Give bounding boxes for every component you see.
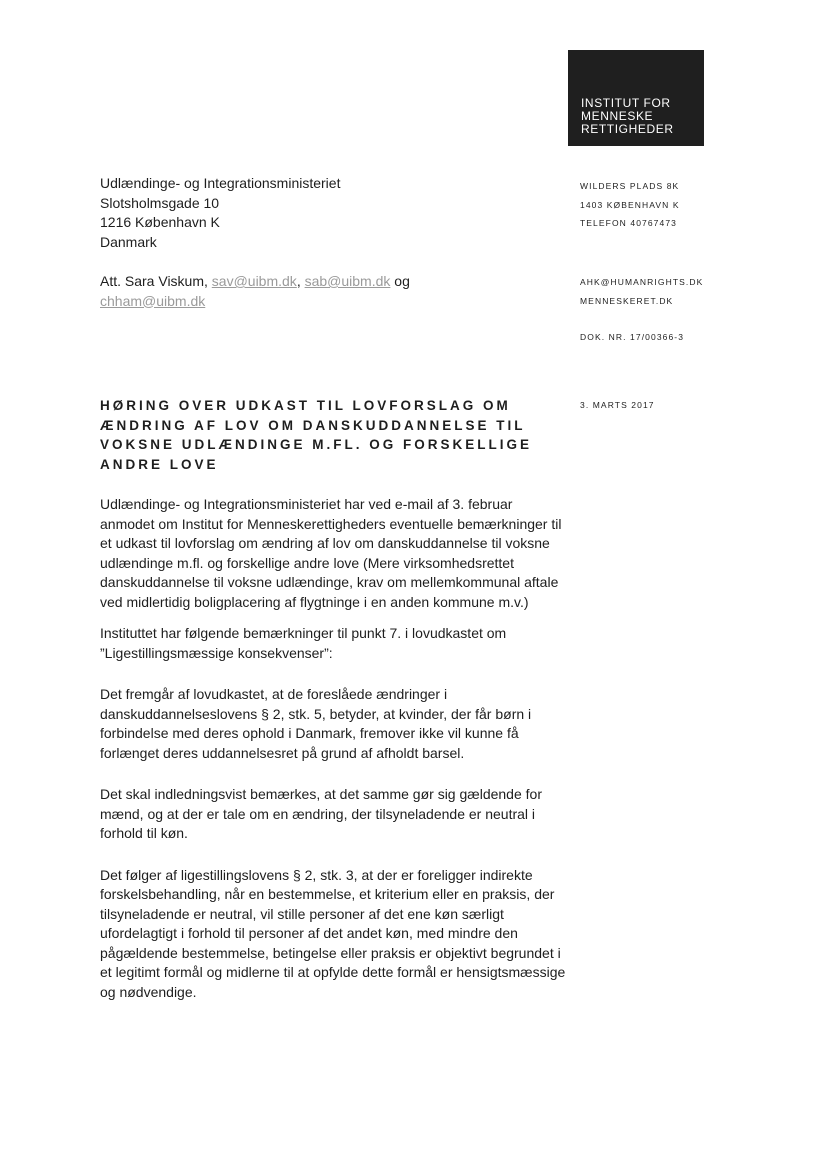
recipient-line-1: Udlændinge- og Integrationsministeriet <box>100 175 341 191</box>
recipient-line-2: Slotsholmsgade 10 <box>100 194 220 211</box>
attention-conjunction: og <box>390 273 410 289</box>
logo-line-3: RETTIGHEDER <box>581 122 674 136</box>
letter-title <box>100 396 540 474</box>
attention-separator: , <box>296 273 305 289</box>
title-line-3: VOKSNE UDLÆNDINGE M.FL. OG FORSKELLIGE <box>100 437 533 452</box>
logo-line-1: INSTITUT FOR <box>581 96 671 110</box>
body-paragraph-5: Det følger af ligestillingslovens § 2, stk. 3, at der er foreligger indirekte forskelsbehandling, når en bestemmelse, et kriterium eller en praksis, der tilsyneladende er neutral, vil stille personer af det ene køn særligt ufordelagtigt i forhold til personer af det andet køn, med mindre den pågældende bestemmelse, betingelse eller praksis er objektivt begrundet i et legitimt formål og midlerne til at opfylde dette formål er hensigtsmæssige og nødvendige. <box>100 866 566 1000</box>
sender-website[interactable]: MENNESKERET.DK <box>580 295 674 306</box>
title-line-2: ÆNDRING AF LOV OM DANSKUDDANNELSE TIL <box>100 417 526 433</box>
document-number: DOK. NR. 17/00366-3 <box>580 332 685 342</box>
recipient-line-3: 1216 København K <box>100 214 220 230</box>
email-link-sav[interactable]: sav@uibm.dk <box>211 273 297 289</box>
institute-logo <box>568 50 704 146</box>
attention-line <box>100 272 540 311</box>
email-link-sab[interactable]: sab@uibm.dk <box>304 273 391 289</box>
sender-contact <box>580 273 703 310</box>
letter-body <box>100 495 570 1002</box>
body-paragraph-3: Det fremgår af lovudkastet, at de foreslåede ændringer i danskuddannelseslovens § 2, stk. 5, betyder, at kvinder, der får børn i forbindelse med deres ophold i Danmark, fremover ikke vil kunne få forlænget deres uddannelsesret på grund af afholdt barsel. <box>100 686 532 761</box>
sender-address <box>580 177 680 233</box>
sender-address-line-1: WILDERS PLADS 8K <box>580 181 680 191</box>
sender-address-line-3: TELEFON 40767473 <box>580 218 677 228</box>
title-line-4: ANDRE LOVE <box>100 456 219 472</box>
body-paragraph-1: Udlændinge- og Integrationsministeriet har ved e-mail af 3. februar anmodet om Institut for Menneskerettigheders eventuelle bemærkninger til et udkast til lovforslag om ændring af lov om danskuddannelse til voksne udlændinge m.fl. og forskellige andre love (Mere virksomhedsrettet danskuddannelse til voksne udlændinge, krav om mellemkommunal aftale ved midlertidig boligplacering af flygtninge i en anden kommune m.v.) <box>100 496 562 610</box>
email-link-chham[interactable]: chham@uibm.dk <box>100 292 206 309</box>
sender-address-line-2: 1403 KØBENHAVN K <box>580 199 680 210</box>
logo-line-2: MENNESKE <box>581 109 654 123</box>
letter-date: 3. MARTS 2017 <box>580 400 655 410</box>
recipient-address <box>100 174 340 252</box>
body-paragraph-4: Det skal indledningsvist bemærkes, at det samme gør sig gældende for mænd, og at der er tale om en ændring, der tilsyneladende er neutral i forhold til køn. <box>100 786 542 841</box>
title-line-1: HØRING OVER UDKAST TIL LOVFORSLAG OM <box>100 398 511 413</box>
sender-email[interactable]: AHK@HUMANRIGHTS.DK <box>580 277 704 287</box>
attention-prefix: Att. Sara Viskum, <box>100 273 212 289</box>
body-paragraph-2: Instituttet har følgende bemærkninger til punkt 7. i lovudkastet om ”Ligestillingsmæssige konsekvenser”: <box>100 625 507 661</box>
recipient-line-4: Danmark <box>100 233 157 250</box>
